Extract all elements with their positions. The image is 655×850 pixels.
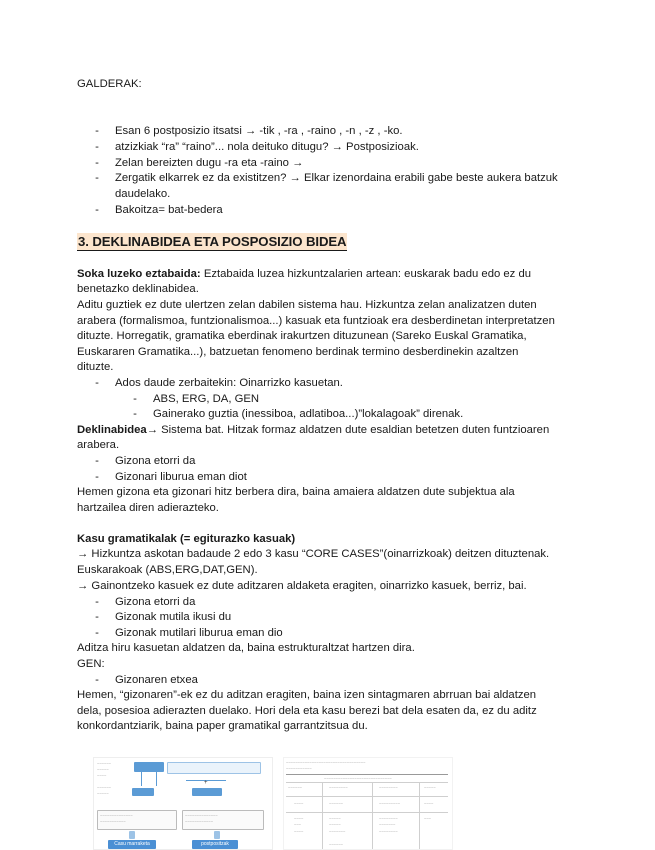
list-item: Gizona etorri da <box>115 455 196 467</box>
deklinabidea-line-rest: → Sistema bat. Hitzak formaz aldatzen dute esaldian betetzen duten funtzioaren <box>146 424 550 436</box>
paragraph-line: Euskararen Gramatika...), batzuetan fenomeno berdinak termino desberdinekin azaltzen <box>77 346 519 358</box>
paragraph-line: dituzte. Horregatik, gramatika eberdinak irakurtzen dituzunean (Sareko Euskal Gramatika, <box>77 330 527 342</box>
bullet-dash: - <box>95 172 99 184</box>
bullet-dash: - <box>95 455 99 467</box>
case-table-image: ~~~~~~~~~~~~~~~~~~~~~~~~~~~~~~~~~~ ~~~~~~~~~~~ ~~~~~~~~~~~~~~~~~~~~~~~~~~~~~ ~~~~~~ ~~~~~~~~ ~~~~~~~~ ~~~~~ ~~~~ ~~~~~~ ~~~~~~~~~ ~~~~ ~~~~ ~~~ ~~~~~ ~~~~~ ~~~~~~~~ ~~~~~~~ ~~~ ~~~~ ~~~~~~~ ~~~~~~~~ ~~~~~~ <box>283 757 453 850</box>
bullet-dash: - <box>95 674 99 686</box>
list-item: Gizonak mutila ikusi du <box>115 611 232 623</box>
sub-list-item: ABS, ERG, DA, GEN <box>153 393 260 405</box>
bullet-dash: - <box>95 611 99 623</box>
diagram-box <box>134 762 164 772</box>
deklinabidea-bold-label: Deklinabidea <box>77 424 147 436</box>
paragraph-line: → Gainontzeko kasuek ez dute aditzaren aldaketa eragiten, oinarrizko kasuek, berriz, bai. <box>77 580 527 592</box>
page-title: GALDERAK: <box>77 78 142 90</box>
question-item: Zergatik elkarrek ez da existitzen? → Elkar izenordaina erabili gabe beste aukera batzuk <box>115 172 558 184</box>
bullet-dash: - <box>95 377 99 389</box>
list-item: Ados daude zerbaitekin: Oinarrizko kasuetan. <box>115 377 343 389</box>
soka-paragraph-first-line <box>77 266 531 282</box>
diagram-label: Casu marraketa <box>108 840 156 849</box>
bullet-dash: - <box>95 157 99 169</box>
paragraph-line: hartzailea diren adierazteko. <box>77 502 219 514</box>
bullet-dash: - <box>133 393 137 405</box>
paragraph-line: dela, posesioa adierazten duelako. Hori dela eta kasu berezi bat dela esaten da, ez du aditz <box>77 705 537 717</box>
soka-bold-label: Soka luzeko eztabaida: <box>77 268 201 280</box>
question-item: Zelan bereizten dugu -ra eta -raino → <box>115 157 304 169</box>
bullet-dash: - <box>95 627 99 639</box>
paragraph-line: arabera (formalismoa, funtzionalismoa...) kasuak eta funtzioak era desberdinetan interpretatzen <box>77 315 555 327</box>
list-item: Gizonari liburua eman diot <box>115 471 247 483</box>
bullet-dash: - <box>95 204 99 216</box>
case-diagram-image: ~~~~~~ ~~~~~ ~~~~ + ~~~~~~ ~~~~~ ~~~~~~~~~~~~~~ ~~~~~~~~~~~ ~~~~~~~~~~~~~~ ~~~~~~~~~~~~ Casu marraketa postpositzak <box>93 757 273 850</box>
soka-line-rest: Eztabaida luzea hizkuntzalarien artean: euskarak badu edo ez du <box>200 268 532 280</box>
sub-list-item: Gainerako guztia (inessiboa, adlatiboa...)”lokalagoak” direnak. <box>153 408 464 420</box>
question-item: Esan 6 postposizio itsatsi → -tik , -ra , -raino , -n , -z , -ko. <box>115 125 403 137</box>
bullet-dash: - <box>95 141 99 153</box>
bullet-dash: - <box>95 125 99 137</box>
list-item: Gizona etorri da <box>115 596 196 608</box>
diagram-box <box>167 762 261 774</box>
paragraph-line: dituzte. <box>77 361 114 373</box>
paragraph-line: konkordantziarik, baina paper gramatikal garrantzitsua du. <box>77 720 368 732</box>
question-item-continued: daudelako. <box>115 188 171 200</box>
list-item: Gizonaren etxea <box>115 674 198 686</box>
paragraph-line: benetazko deklinabidea. <box>77 283 199 295</box>
paragraph-line: Hemen, “gizonaren”-ek ez du aditzan eragiten, baina izen sintagmaren abrruan bai aldatzen <box>77 689 537 701</box>
paragraph-line: Aditu guztiek ez dute ulertzen zelan dabilen sistema hau. Hizkuntza zelan analizatzen duten <box>77 299 537 311</box>
diagram-label: postpositzak <box>192 840 238 849</box>
gen-label: GEN: <box>77 658 105 670</box>
bullet-dash: - <box>95 471 99 483</box>
paragraph-line: Hemen gizona eta gizonari hitz berbera dira, baina amaiera aldatzen dute subjektua ala <box>77 486 515 498</box>
section-heading: 3. DEKLINABIDEA ETA POSPOSIZIO BIDEA <box>78 234 347 249</box>
diagram-box <box>132 788 154 796</box>
paragraph-line: Euskarakoak (ABS,ERG,DAT,GEN). <box>77 564 258 576</box>
paragraph-line: Aditza hiru kasuetan aldatzen da, baina estrukturaltzat hartzen dira. <box>77 642 415 654</box>
bullet-dash: - <box>95 596 99 608</box>
question-item: atzizkiak “ra” “raino”... nola deituko ditugu? → Postposizioak. <box>115 141 419 153</box>
diagram-box <box>192 788 222 796</box>
bullet-dash: - <box>133 408 137 420</box>
paragraph-line: arabera. <box>77 439 120 451</box>
deklinabidea-first-line <box>77 422 549 438</box>
list-item: Gizonak mutilari liburua eman dio <box>115 627 283 639</box>
paragraph-line: → Hizkuntza askotan badaude 2 edo 3 kasu “CORE CASES”(oinarrizkoak) deitzen dituztenak. <box>77 548 550 560</box>
question-item: Bakoitza= bat-bedera <box>115 204 223 216</box>
kasu-heading: Kasu gramatikalak (= egiturazko kasuak) <box>77 533 296 545</box>
